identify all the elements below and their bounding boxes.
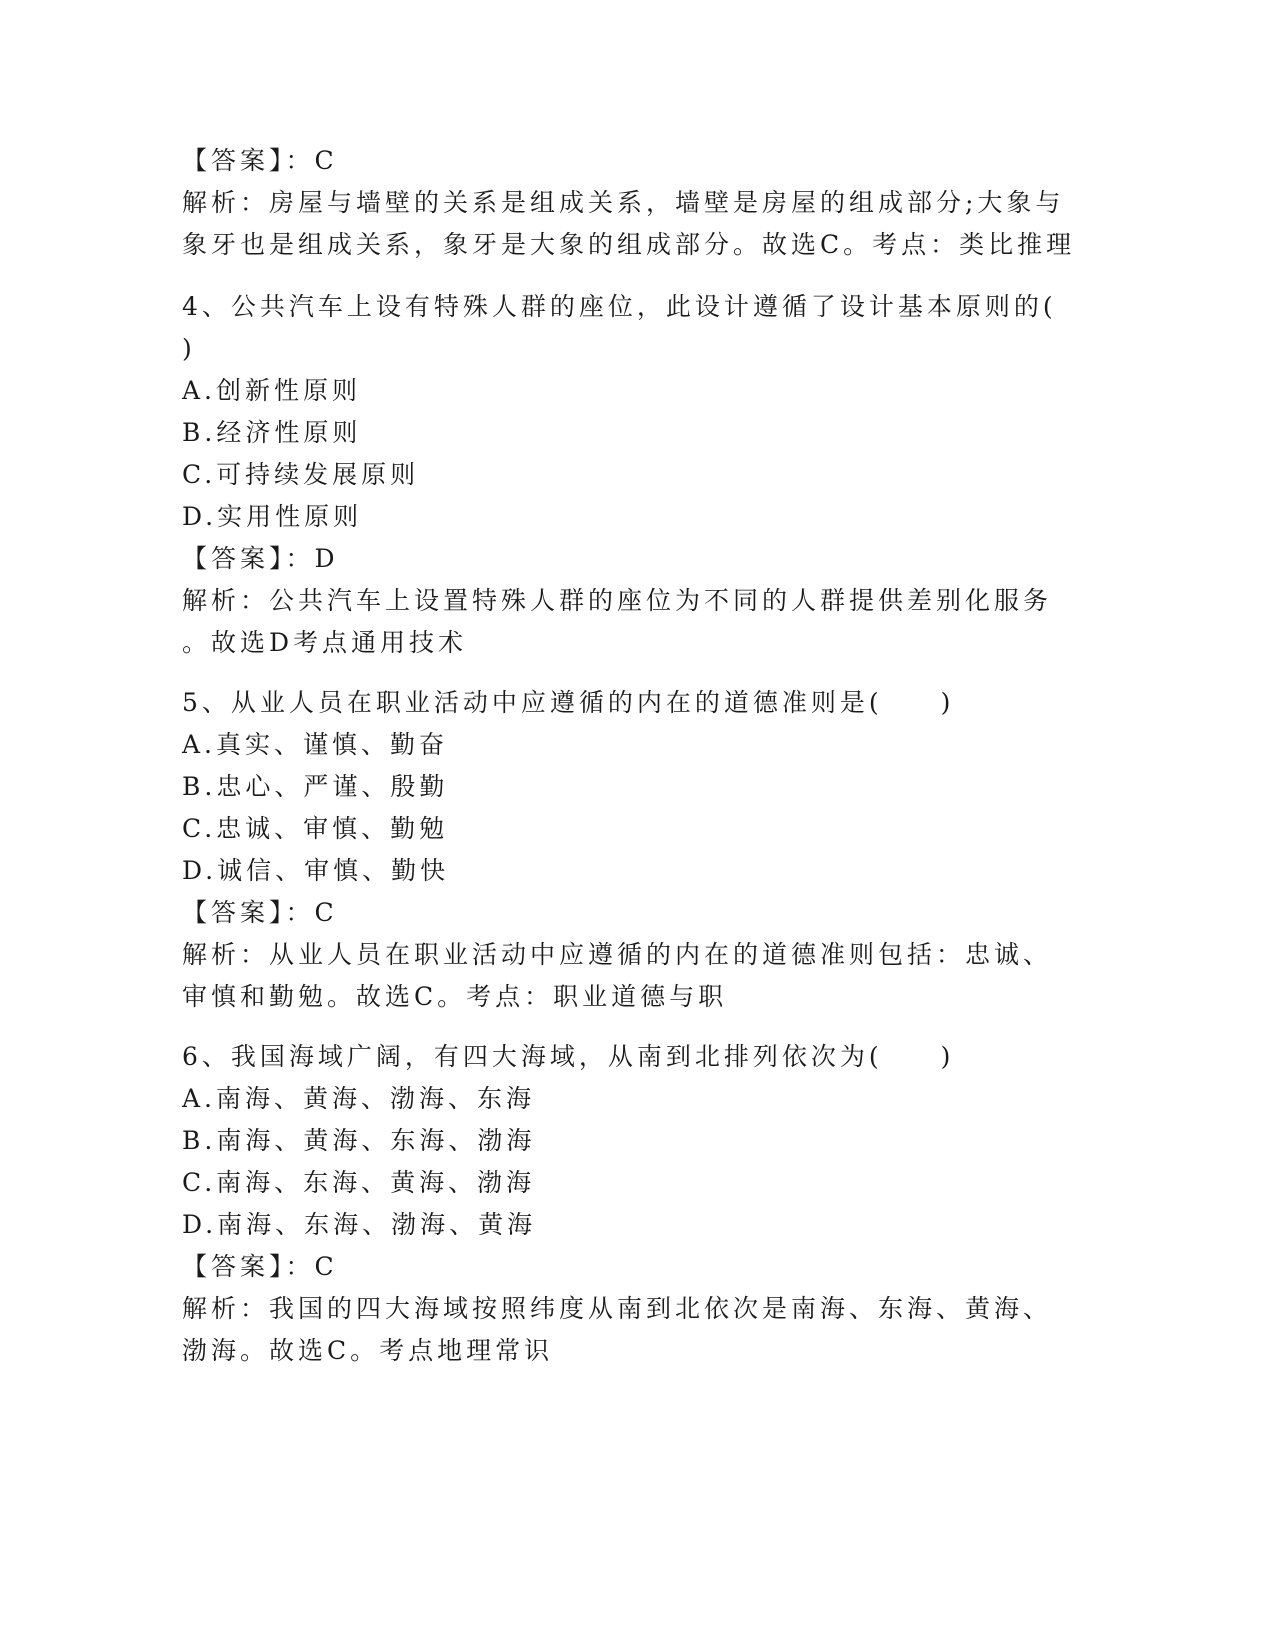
q3-analysis-line1: 解析：房屋与墙壁的关系是组成关系，墙壁是房屋的组成部分;大象与 (182, 188, 1065, 217)
q4-option-d: D.实用性原则 (182, 502, 363, 531)
q3-analysis-line2: 象牙也是组成关系，象牙是大象的组成部分。故选C。考点：类比推理 (182, 230, 1076, 259)
spacer (182, 1018, 1082, 1036)
q6-option-b: B.南海、黄海、东海、渤海 (182, 1126, 536, 1155)
q6-option-d: D.南海、东海、渤海、黄海 (182, 1210, 537, 1239)
q5-answer: 【答案】：C (182, 898, 338, 927)
q4-analysis-line1: 解析：公共汽车上设置特殊人群的座位为不同的人群提供差别化服务 (182, 586, 1053, 615)
q5-analysis-line2: 审慎和勤勉。故选C。考点：职业道德与职 (182, 982, 728, 1011)
q6-analysis-line2: 渤海。故选C。考点地理常识 (182, 1336, 554, 1365)
q4-option-a: A.创新性原则 (182, 376, 362, 405)
q4-question-line2: ) (182, 334, 196, 363)
q5-question: 5、从业人员在职业活动中应遵循的内在的道德准则是( ) (182, 688, 955, 717)
q4-option-c: C.可持续发展原则 (182, 460, 420, 489)
q3-block (182, 140, 1082, 266)
q5-block (182, 682, 1082, 1018)
q4-answer: 【答案】：D (182, 544, 339, 573)
spacer (182, 266, 1082, 286)
q6-block (182, 1036, 1082, 1372)
q5-option-c: C.忠诚、审慎、勤勉 (182, 814, 449, 843)
document-page (182, 140, 1082, 1372)
q6-analysis-line1: 解析：我国的四大海域按照纬度从南到北依次是南海、东海、黄海、 (182, 1294, 1053, 1323)
q4-question-line1: 4、公共汽车上设有特殊人群的座位，此设计遵循了设计基本原则的( (182, 292, 1057, 321)
q6-question: 6、我国海域广阔，有四大海域，从南到北排列依次为( ) (182, 1042, 955, 1071)
q4-analysis-line2: 。故选D考点通用技术 (182, 628, 468, 657)
q5-analysis-line1: 解析：从业人员在职业活动中应遵循的内在的道德准则包括：忠诚、 (182, 940, 1053, 969)
q4-option-b: B.经济性原则 (182, 418, 362, 447)
q6-answer: 【答案】：C (182, 1252, 338, 1281)
q5-option-a: A.真实、谨慎、勤奋 (182, 730, 449, 759)
q4-block (182, 286, 1082, 664)
q6-option-c: C.南海、东海、黄海、渤海 (182, 1168, 536, 1197)
q5-option-b: B.忠心、严谨、殷勤 (182, 772, 449, 801)
spacer (182, 664, 1082, 682)
q6-option-a: A.南海、黄海、渤海、东海 (182, 1084, 536, 1113)
q3-answer: 【答案】：C (182, 146, 338, 175)
q5-option-d: D.诚信、审慎、勤快 (182, 856, 450, 885)
